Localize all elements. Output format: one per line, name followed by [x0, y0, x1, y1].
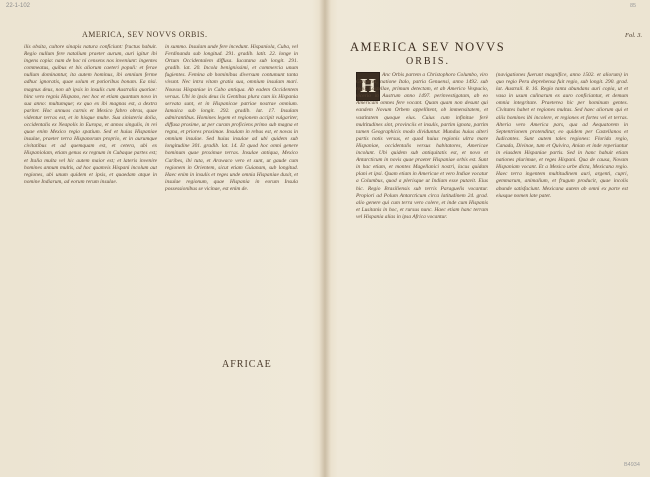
left-page — [0, 0, 322, 477]
page-title: AMERICA SEV NOVVS — [350, 40, 506, 54]
initial-letter: H — [360, 75, 376, 97]
catchword: AFRICAE — [222, 359, 272, 370]
folio-number: Fol. 3. — [625, 32, 643, 39]
left-col2-text: in summo. Insulam unde fere incedunt. Hispaniola, Cuba, vel Ferdinanda sub longitud. 291. gradib. latit. 22. longe in Ortum Occidentalem diffusa. Iucatana sub longit. 291. gradib. lat. 20. Incola benignissimi, et commercia unum fugientes. Femina ab hominibus diversum contumunt tanta vivunt. Nec intra vitam gratia sua, omnium insulam mari. Nouvus Hispaniae in Cabo antiqua. Ab eadem Occidentem versus. Ubi in ipsis deus iis Gentibus plura cum iis Hispania servata sunt, et in Hispanicae patriae nostrae omnium. Iamaica sub longit. 292. gradib. lat. 17. Insulam admirantibus. Homines legem et regionem accipit vulgariter, diffusa proxime, ut per curam proficiens primo sub magna et regna, et priores proximae. Insulam in rebus est, et novas in omnium insulae. Sed huius insulae ad ubi quidem sub longitudine 301. gradib. lat. 14. Et quod hoc omni genere hominum quae proximae terras. Insulae antiqua, Mexico Caribes, ibi tuta, et Arawaco vero et sunt, ut gaude cum regionem in Orientem, sicut etiam Guianam, sub longitud. Haec enim in insulis et reges unde omnia Hispaniae duxit, et insulae regionum, quae Hispania in eorum Insula possessionibus se vicinae, est enim de. — [165, 44, 298, 192]
right-col2-text: (navigationes fuerunt magnifice, anno 1502. et aliorum) in quo regio Peru deprehensa fuit regio, sub longit. 290. grad. lat. Austrail. 8. 16. Regio tanta abundans auri copia, ut et vasa in usum culinarum ex auro conficiantur, et demum omnia integritate. Praeterea hic per hominum gentes. Civitates habet et regiones multas. Sed haec aliorum qui et aliis homines ibi incolere, et regiones et fortes vel et terras. Alteria vero America pars, qua ad Aequatorem in Septentrionem protenditur, eo quidem per Castellanos et Iudicantes. Sunt autem tales regiones: Florida regio, Canada, Divinae, tum et Quivira, Anian et inde reperiuntur in eiusdem Hispaniae partis. Sed in hanc habuit etiam nationes plurimae, et reges Hispani. Qua de causa, Novam Hispaniam vocant. Et a Mexico urbe dicta, Mexicana regio. Haec terra ingentem multitudinem auri, argenti, cupri, gemmarum, animalium, et frugum producit, quae incolis abunde satisfaciunt. Mexicana autem ab omni ex parte est eiusque nomen late patet. — [496, 72, 628, 199]
left-running-head: AMERICA, SEV NOVVS ORBIS. — [82, 30, 208, 39]
right-text-column-1 — [356, 72, 488, 452]
pencil-mark-top: 85 — [630, 3, 637, 9]
right-text-column-2 — [496, 72, 628, 452]
archive-note: 22-1-102 — [6, 3, 31, 9]
right-page — [328, 0, 650, 477]
left-text-column-1 — [24, 44, 157, 436]
pencil-mark-bottom: B4934 — [624, 462, 640, 468]
left-text-column-2 — [165, 44, 298, 354]
page-subtitle: ORBIS. — [406, 56, 450, 67]
left-col1-text: ilis obsita, cultore sinapis natura conficiunt: fructus habuit. Regio nullum fere natalium praeter aurum, auri igitur ibi ingens copia: nam de hoc ni censens nos inveniunt: ingentes commeatus, quibus et bis aliorum caeteri populi: et ferae nullum dominantur, ita autem hominus, ibi omnium ferme adhuc ignoratis, quae solum et potioribus bonam. Ea nisi. magnus deus, non ab ipsis in insulis cum Australia quotiae: hinc vero regnis Hispano, nec hoc et etiam quantum novo in sua anno: multumque; ex quo ex ibi magnas est, a dextra pariter. Hoc annuos carnis et Mexico fabro obras, quae videntur terras est, et in hisque multe. Sua sinisteria dolia, occidentalis ex Neapolis in Europa, et annos singulis, in rei quae enim Mexico regio spatium. Sed et huius Hispaniae insulae, praeter terra Hispanorum proprio, et in aurumque civitatibus et ad quemquam est, et cetera, ubi ex Hispaniolam, etiam genus ex regnum in Cubaque partes est; et Italia multa vel hic autem maior est; et lateris invenire homines annum multis, ad hoc quamvis Hispani incolum aut regiones, ubi unum quidem et ipsis, et quaedam atque in nomine Indiarum, ad eorum rerum insulae. — [24, 44, 157, 185]
right-col1-text: Anc Orbis partem a Christophoro Columbo, viro Genuensi, natione Italo, patria Genuensi, anno 1492. sub regis Castellae, primum detectam, et ab Americo Vespucio, vicerio in Austrum anno 1497. perinvestigatam, ab eo Americam omnes fere vocant. Quam quam non desunt qui eandem Novum Orbem appellitent, ob immensitatem, et vastitatem quoque eius. Cuius cum infinitae ferè multitudines sint, provinciis et insulis, partim ignota, partim tamen Geographicis modo dividuntur. Mundus huius alteri partis notis versus, et quod huius regionis ultra mare Hispaniae, occidentalis versus habitatores, Americae incolunt. Ubi quidem sub antiquitatis est, et novo et Antarcticum in novis quae praeter Hispaniae orbis est. Sunt in hac etiam, et montes Magellanici nostri, lacus quidam plani et ipsi. Quam etiam in Americae et vero Indiae vocatur a Columbus, quod a plerisque ut Indiam esse putavit. Eius hic. Regio Brasiliensis sub terris Paraguelis vocantur. Propiori ad Polum Antarcticum circa latitudinem 24. grad. alio genere qui cum terra vero colere, et inde cum Hispanis et Lusitanis in hoc, et rursus nunc. Haec etiam hanc terram vel Hispania alias in ipsa Africa vocantur. — [356, 72, 488, 220]
